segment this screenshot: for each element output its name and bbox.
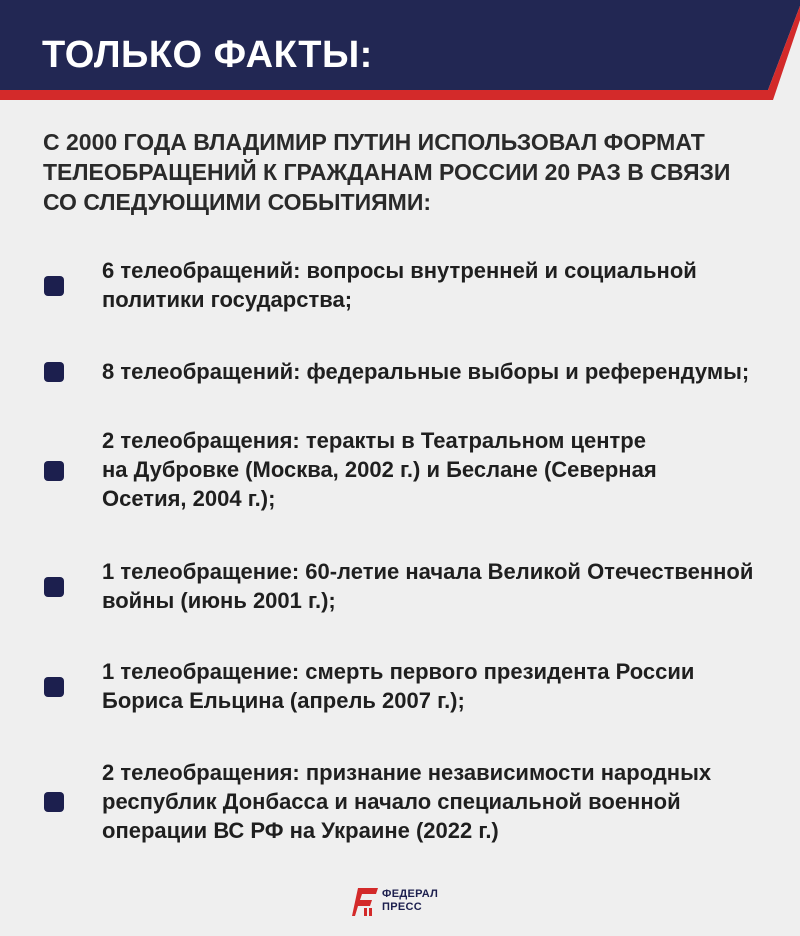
- list-item-text: [102, 357, 792, 386]
- logo-wordmark: [382, 888, 438, 914]
- list-item-text: [102, 426, 792, 513]
- list-item-text: [102, 256, 792, 314]
- list-item-text: [102, 557, 792, 615]
- list-item-line: Бориса Ельцина (апрель 2007 г.);: [102, 688, 465, 713]
- logo-line: ФЕДЕРАЛ: [382, 888, 439, 900]
- list-item-line: 8 телеобращений: федеральные выборы и референдумы;: [102, 359, 750, 384]
- list-item-line: 1 телеобращение: 60-летие начала Великой Отечественной: [102, 559, 754, 584]
- list-item-line: 1 телеобращение: смерть первого президента России: [102, 659, 695, 684]
- intro-line: СО СЛЕДУЮЩИМИ СОБЫТИЯМИ:: [43, 189, 432, 215]
- list-item-line: операции ВС РФ на Украине (2022 г.): [102, 818, 499, 843]
- bullet-icon: [44, 792, 64, 812]
- list-item-line: войны (июнь 2001 г.);: [102, 588, 336, 613]
- bullet-icon: [44, 677, 64, 697]
- list-item-line: 2 телеобращения: признание независимости народных: [102, 760, 712, 785]
- page-title: ТОЛЬКО ФАКТЫ:: [42, 34, 373, 76]
- bullet-icon: [44, 461, 64, 481]
- list-item-line: Осетия, 2004 г.);: [102, 486, 276, 511]
- federalpress-logo-icon: [352, 886, 378, 918]
- bullet-icon: [44, 577, 64, 597]
- bullet-icon: [44, 276, 64, 296]
- list-item-text: [102, 657, 792, 715]
- list-item-line: 2 телеобращения: теракты в Театральном центре: [102, 428, 646, 453]
- list-item-line: 6 телеобращений: вопросы внутренней и социальной: [102, 258, 697, 283]
- header-banner: [0, 0, 800, 102]
- logo-line: ПРЕСС: [382, 901, 422, 913]
- list-item-line: политики государства;: [102, 287, 353, 312]
- intro-line: ТЕЛЕОБРАЩЕНИЙ К ГРАЖДАНАМ РОССИИ 20 РАЗ В СВЯЗИ: [43, 159, 731, 185]
- federalpress-logo: [352, 886, 462, 922]
- intro-line: С 2000 ГОДА ВЛАДИМИР ПУТИН ИСПОЛЬЗОВАЛ ФОРМАТ: [43, 129, 705, 155]
- intro-text: [43, 127, 763, 217]
- bullet-icon: [44, 362, 64, 382]
- list-item-line: республик Донбасса и начало специальной военной: [102, 789, 681, 814]
- list-item-text: [102, 758, 792, 845]
- list-item-line: на Дубровке (Москва, 2002 г.) и Беслане (Северная: [102, 457, 657, 482]
